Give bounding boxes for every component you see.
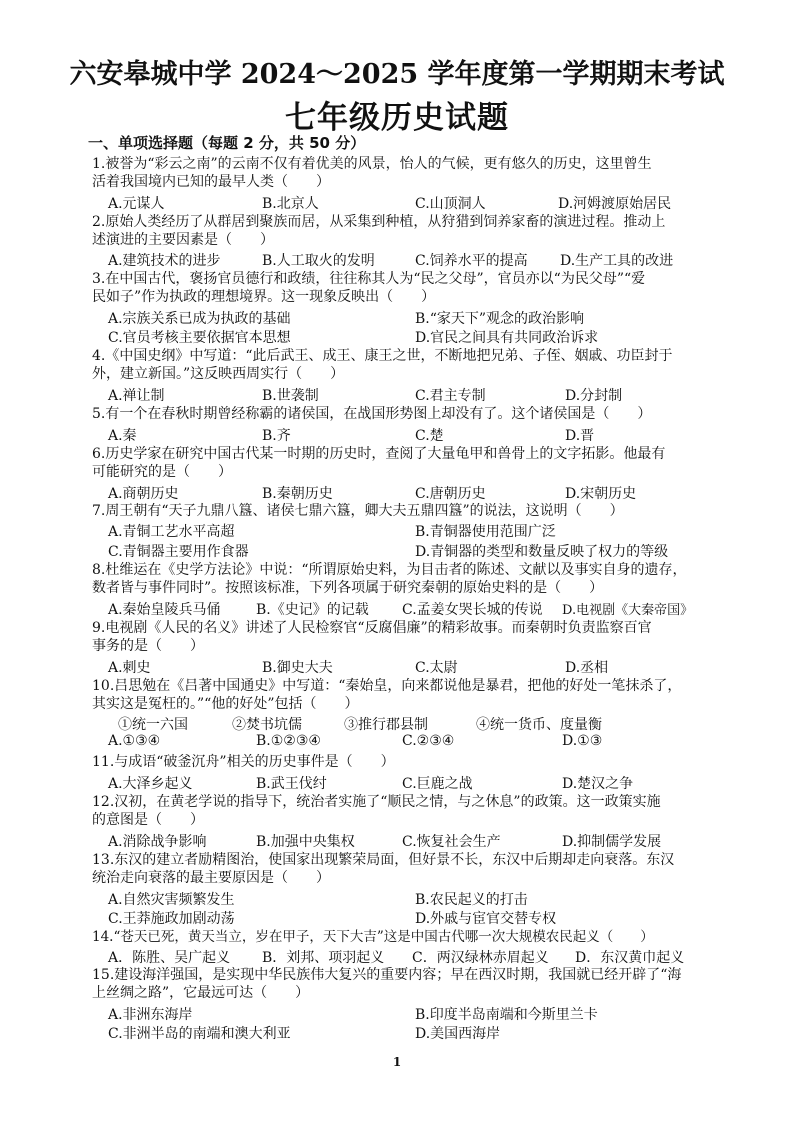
question-10-item-4: ④统一货币、度量衡: [476, 717, 602, 733]
question-12-stem-line-2: 的意图是（ ）: [92, 812, 204, 828]
question-7-stem-line-1: 7.周王朝有“天子九鼎八簋、诸侯七鼎六簋，卿大夫五鼎四簋”的说法，这说明（ ）: [92, 503, 624, 519]
question-10-option-b: B.①②③④: [256, 733, 321, 749]
question-2-option-a: A.建筑技术的进步: [108, 253, 221, 269]
question-3-option-c: C.官员考核主要依据官本思想: [108, 330, 291, 346]
question-4-option-b: B.世袭制: [262, 388, 319, 404]
exam-title: 六安皋城中学 2024～2025 学年度第一学期期末考试: [69, 59, 725, 90]
question-11-option-b: B.武王伐纣: [256, 776, 327, 792]
question-9-option-d: D.丞相: [565, 660, 609, 676]
page-number: 1: [392, 1055, 402, 1069]
question-4-stem-line-2: 外，建立新国。”这反映西周实行（ ）: [92, 366, 345, 382]
question-5-option-d: D.晋: [565, 428, 595, 444]
question-6-option-c: C.唐朝历史: [415, 486, 486, 502]
question-10-stem-line-1: 10.吕思勉在《吕著中国通史》中写道：“秦始皇，向来都说他是暴君，把他的好处一笔抹杀了，: [92, 678, 682, 694]
question-15-stem-line-2: 上丝绸之路”，它最远可达（ ）: [92, 985, 310, 1001]
question-4-option-c: C.君主专制: [415, 388, 486, 404]
question-12-option-d: D.抑制儒学发展: [562, 834, 662, 850]
question-13-option-a: A.自然灾害频繁发生: [108, 892, 235, 908]
question-2-option-c: C.饲养水平的提高: [415, 253, 528, 269]
question-15-option-d: D.美国西海岸: [415, 1026, 501, 1042]
question-10-option-d: D.①③: [562, 733, 603, 749]
question-8-option-d: D.电视剧《大秦帝国》: [562, 603, 694, 618]
question-1-stem-line-2: 活着我国境内已知的最早人类（ ）: [92, 174, 330, 190]
question-8-stem-line-1: 8.杜维运在《史学方法论》中说：“所谓原始史料，为目击者的陈述、文献以及事实自身的遗存，: [92, 562, 687, 578]
question-2-stem-line-1: 2.原始人类经历了从群居到聚族而居，从采集到种植，从狩猎到饲养家畜的演进过程。推动上: [92, 214, 666, 230]
question-2-option-b: B.人工取火的发明: [262, 253, 375, 269]
question-1-option-d: D.河姆渡原始居民: [558, 196, 672, 212]
question-3-option-b: B.“家天下”观念的政治影响: [415, 311, 585, 327]
question-3-option-d: D.官民之间具有共同政治诉求: [415, 330, 599, 346]
question-1-option-a: A.元谋人: [108, 196, 165, 212]
exam-subtitle: 七年级历史试题: [285, 100, 509, 136]
question-11-option-c: C.巨鹿之战: [402, 776, 473, 792]
question-15-option-b: B.印度半岛南端和今斯里兰卡: [415, 1007, 598, 1023]
question-13-option-b: B.农民起义的打击: [415, 892, 528, 908]
question-13-stem-line-1: 13.东汉的建立者励精图治，使国家出现繁荣局面，但好景不长，东汉中后期却走向衰落。东汉: [92, 852, 675, 868]
question-9-option-a: A.刺史: [108, 660, 151, 676]
question-6-option-b: B.秦朝历史: [262, 486, 333, 502]
question-8-option-b: B.《史记》的记载: [256, 602, 369, 618]
question-5-option-a: A.秦: [108, 428, 137, 444]
question-15-option-a: A.非洲东海岸: [108, 1007, 193, 1023]
question-7-option-c: C.青铜器主要用作食器: [108, 544, 249, 560]
question-2-option-d: D.生产工具的改进: [560, 253, 674, 269]
question-7-option-b: B.青铜器使用范围广泛: [415, 524, 556, 540]
question-13-stem-line-2: 统治走向衰落的最主要原因是（ ）: [92, 870, 330, 886]
question-4-stem-line-1: 4.《中国史纲》中写道：“此后武王、成王、康王之世，不断地把兄弟、子侄、姻戚、功臣封于: [92, 348, 673, 364]
question-3-stem-line-1: 3.在中国古代，褒扬官员德行和政绩，往往称其人为“民之父母”，官员亦以“为民父母”“爱: [92, 271, 646, 287]
question-4-option-a: A.禅让制: [108, 388, 165, 404]
question-14-option-b: B．刘邦、项羽起义: [262, 950, 385, 966]
question-15-option-c: C.非洲半岛的南端和澳大利亚: [108, 1026, 291, 1042]
question-9-option-b: B.御史大夫: [262, 660, 333, 676]
question-1-option-b: B.北京人: [262, 196, 319, 212]
question-12-option-b: B.加强中央集权: [256, 834, 355, 850]
question-14-stem-line-1: 14.“苍天已死，黄天当立，岁在甲子，天下大吉”这是中国古代哪一次大规模农民起义（ ）: [92, 929, 654, 945]
question-15-stem-line-1: 15.建设海洋强国，是实现中华民族伟大复兴的重要内容；早在西汉时期，我国就已经开辟了“海: [92, 967, 682, 983]
question-8-stem-line-2: 数者皆与事件同时”。按照该标准，下列各项属于研究秦朝的原始史料的是（ ）: [92, 580, 604, 596]
question-10-option-c: C.②③④: [402, 733, 455, 749]
question-9-stem-line-2: 事务的是（ ）: [92, 638, 204, 654]
question-10-item-1: ①统一六国: [118, 717, 188, 733]
question-5-option-b: B.齐: [262, 428, 291, 444]
question-3-stem-line-2: 民如子”作为执政的理想境界。这一现象反映出（ ）: [92, 289, 436, 305]
section-heading: 一、单项选择题（每题 2 分，共 50 分）: [88, 134, 366, 152]
question-9-option-c: C.太尉: [415, 660, 458, 676]
question-3-option-a: A.宗族关系已成为执政的基础: [108, 311, 291, 327]
question-7-option-d: D.青铜器的类型和数量反映了权力的等级: [415, 544, 669, 560]
question-10-item-3: ③推行郡县制: [344, 717, 428, 733]
question-4-option-d: D.分封制: [565, 388, 623, 404]
question-6-option-a: A.商朝历史: [108, 486, 179, 502]
question-13-option-d: D.外戚与宦官交替专权: [415, 911, 557, 927]
question-10-option-a: A.①③④: [108, 733, 161, 749]
question-11-option-d: D.楚汉之争: [562, 776, 634, 792]
question-10-stem-line-2: 其实这是冤枉的。”“他的好处”包括（ ）: [92, 696, 359, 712]
question-6-option-d: D.宋朝历史: [565, 486, 637, 502]
question-14-option-d: D．东汉黄巾起义: [575, 950, 685, 966]
question-12-stem-line-1: 12.汉初，在黄老学说的指导下，统治者实施了“顺民之情，与之休息”的政策。这一政策实施: [92, 794, 661, 810]
question-6-stem-line-2: 可能研究的是（ ）: [92, 464, 232, 480]
question-10-item-2: ②焚书坑儒: [232, 717, 302, 733]
question-11-option-a: A.大泽乡起义: [108, 776, 193, 792]
question-8-option-a: A.秦始皇陵兵马俑: [108, 602, 221, 618]
question-1-option-c: C.山顶洞人: [415, 196, 486, 212]
question-11-stem-line-1: 11.与成语“破釜沉舟”相关的历史事件是（ ）: [92, 754, 395, 770]
question-13-option-c: C.王莽施政加剧动荡: [108, 911, 235, 927]
question-12-option-a: A.消除战争影响: [108, 834, 207, 850]
question-8-option-c: C.孟姜女哭长城的传说: [402, 602, 543, 618]
question-5-option-c: C.楚: [415, 428, 444, 444]
question-12-option-c: C.恢复社会生产: [402, 834, 501, 850]
question-9-stem-line-1: 9.电视剧《人民的名义》讲述了人民检察官“反腐倡廉”的精彩故事。而秦朝时负责监察百官: [92, 620, 652, 636]
question-5-stem-line-1: 5.有一个在春秋时期曾经称霸的诸侯国，在战国形势图上却没有了。这个诸侯国是（ ）: [92, 406, 652, 422]
question-14-option-c: C．两汉绿林赤眉起义: [412, 950, 549, 966]
question-14-option-a: A．陈胜、吴广起义: [108, 950, 231, 966]
question-6-stem-line-1: 6.历史学家在研究中国古代某一时期的历史时，查阅了大量龟甲和兽骨上的文字拓影。他最有: [92, 446, 666, 462]
question-1-stem-line-1: 1.被誉为“彩云之南”的云南不仅有着优美的风景，怡人的气候，更有悠久的历史，这里曾生: [92, 156, 652, 172]
question-2-stem-line-2: 述演进的主要因素是（ ）: [92, 232, 274, 248]
question-7-option-a: A.青铜工艺水平高超: [108, 524, 235, 540]
